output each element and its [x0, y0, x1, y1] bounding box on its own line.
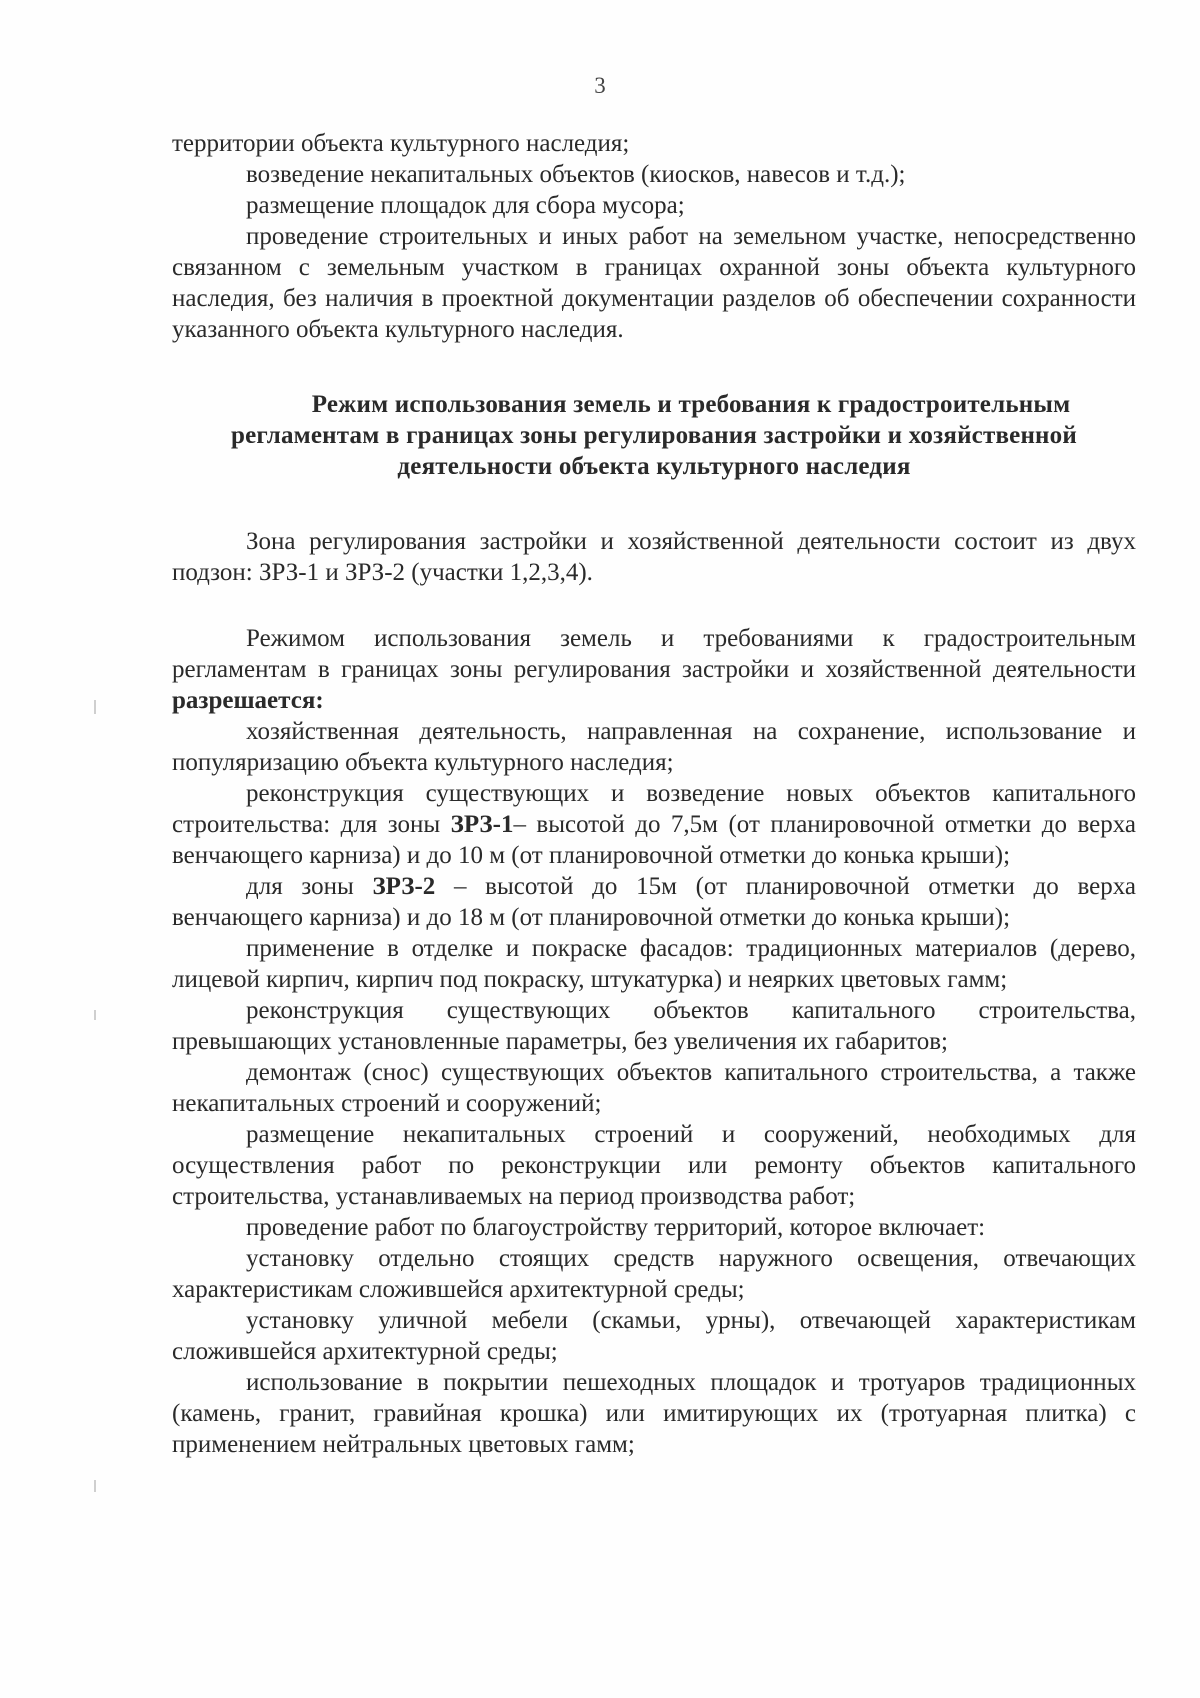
heading-line: регламентам в границах зоны регулирования застройки и хозяйственной	[231, 422, 1077, 449]
scan-speck	[94, 1010, 96, 1020]
spacer	[172, 482, 1136, 526]
allowed-item: проведение работ по благоустройству территорий, которое включает:	[246, 1214, 986, 1241]
heading-line: деятельности объекта культурного наследия	[397, 453, 911, 480]
section-heading	[172, 389, 1136, 482]
allowed-item: хозяйственная деятельность, направленная на сохранение, использование и популяризацию объекта культурного наследия;	[172, 718, 1136, 776]
paragraph-regime-intro	[172, 623, 1136, 716]
allowed-item: размещение некапитальных строений и сооружений, необходимых для осуществления работ по реконструкции или ремонту объектов капитального строительства, устанавливаемых на период производства работ;	[172, 1121, 1136, 1210]
item-text: – высотой до 7,5м (от планировочной отметки до верха венчающего карниза) и до 10 м (от планировочной отметки до конька крыши);	[172, 811, 1136, 869]
document-body	[172, 128, 1136, 1460]
allowed-item: применение в отделке и покраске фасадов: традиционных материалов (дерево, лицевой кирпич, кирпич под покраску, штукатурка) и неярких цветовых гамм;	[172, 935, 1136, 993]
allowed-item: использование в покрытии пешеходных площадок и тротуаров традиционных (камень, гранит, гравийная крошка) или имитирующих их (тротуарная плитка) с применением нейтральных цветовых гамм;	[172, 1369, 1136, 1458]
page-number: 3	[594, 73, 606, 98]
regime-intro-text: Режимом использования земель и требованиями к градостроительным регламентам в границах зоны регулирования застройки и хозяйственной деятельности	[172, 625, 1136, 683]
spacer	[172, 588, 1136, 623]
scan-speck	[94, 1480, 96, 1492]
paragraph-continuation: территории объекта культурного наследия;	[172, 130, 630, 157]
item-text: реконструкция существующих и возведение новых объектов капитального строительства: для зоны	[172, 780, 1136, 838]
allowed-item: установку уличной мебели (скамьи, урны), отвечающей характеристикам сложившейся архитектурной среды;	[172, 1307, 1136, 1365]
heading-line: Режим использования земель и требования к градостроительным	[311, 391, 1071, 418]
allowed-item: демонтаж (снос) существующих объектов капитального строительства, а также некапитальных строений и сооружений;	[172, 1059, 1136, 1117]
regime-intro-bold: разрешается:	[172, 687, 324, 714]
item-text: для зоны	[246, 873, 373, 900]
allowed-item	[172, 871, 1136, 933]
paragraph-zone-intro: Зона регулирования застройки и хозяйственной деятельности состоит из двух подзон: ЗРЗ-1 и ЗРЗ-2 (участки 1,2,3,4).	[172, 528, 1136, 586]
allowed-item: реконструкция существующих объектов капитального строительства, превышающих установленные параметры, без увеличения их габаритов;	[172, 997, 1136, 1055]
allowed-item	[172, 778, 1136, 871]
paragraph: возведение некапитальных объектов (киосков, навесов и т.д.);	[246, 161, 906, 188]
zone-code: ЗРЗ-1	[450, 811, 514, 838]
scan-speck	[94, 700, 96, 714]
paragraph: проведение строительных и иных работ на земельном участке, непосредственно связанном с земельным участком в границах охранной зоны объекта культурного наследия, без наличия в проектной документации разделов об обеспечении сохранности указанного объекта культурного наследия.	[172, 223, 1136, 343]
allowed-item: установку отдельно стоящих средств наружного освещения, отвечающих характеристикам сложившейся архитектурной среды;	[172, 1245, 1136, 1303]
zone-code: ЗРЗ-2	[372, 873, 436, 900]
spacer	[172, 345, 1136, 389]
paragraph: размещение площадок для сбора мусора;	[246, 192, 685, 219]
item-text: – высотой до 15м (от планировочной отметки до верха венчающего карниза) и до 18 м (от планировочной отметки до конька крыши);	[172, 873, 1136, 931]
